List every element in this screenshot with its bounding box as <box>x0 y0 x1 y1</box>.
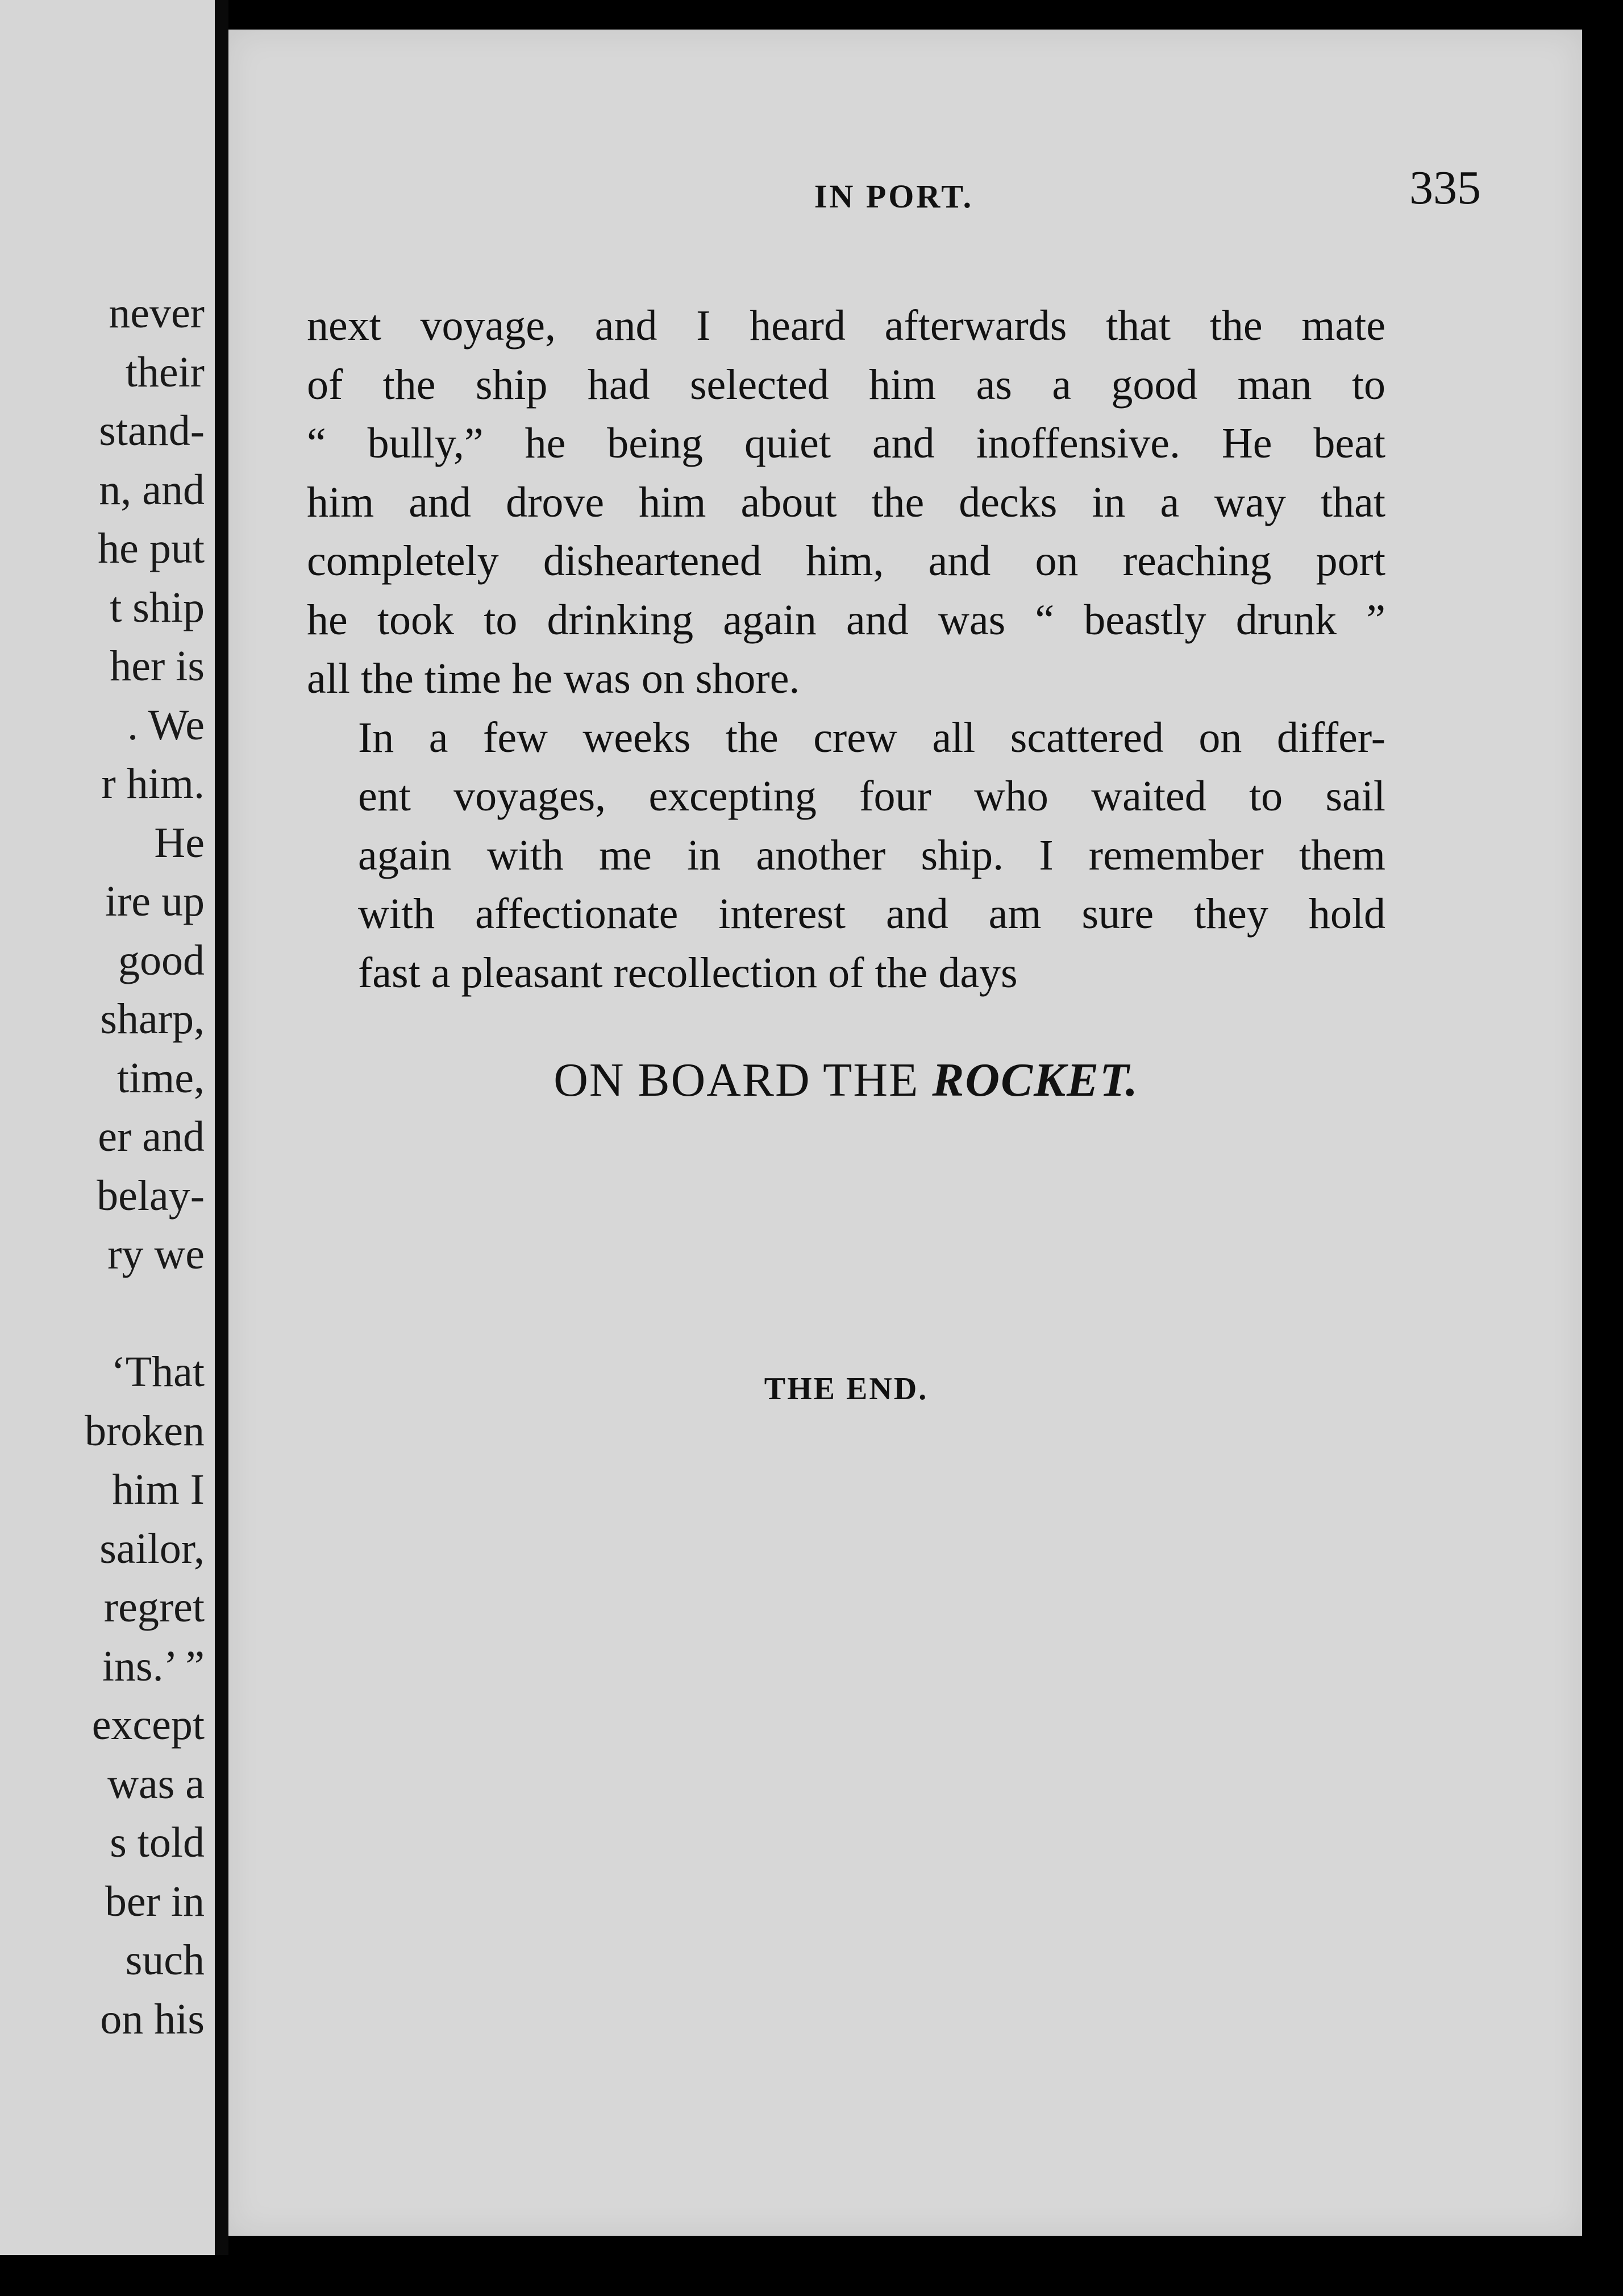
closing-heading <box>307 1053 1385 1108</box>
facing-page-line: him I <box>112 1466 205 1513</box>
text-line: ent voyages, excepting four who waited to sail <box>358 772 1385 820</box>
facing-page-line: ins.’ ” <box>102 1642 205 1690</box>
facing-page-line: regret <box>103 1583 205 1631</box>
running-title: IN PORT. <box>814 178 974 215</box>
facing-page-line: except <box>91 1701 205 1749</box>
facing-page-line: time, <box>116 1054 205 1102</box>
page-number: 335 <box>1409 161 1481 214</box>
paragraph-1 <box>307 297 1385 709</box>
facing-page-line: sailor, <box>99 1524 205 1573</box>
facing-page-line: such <box>125 1936 205 1984</box>
facing-page-line: he put <box>98 525 205 572</box>
facing-page-line: on his <box>100 1995 205 2043</box>
facing-page-line: t ship <box>110 583 205 631</box>
facing-page-line: broken <box>84 1407 205 1455</box>
facing-page-fragment <box>0 0 215 2255</box>
facing-page-line: s told <box>110 1819 205 1866</box>
text-line: him and drove him about the decks in a way that <box>307 478 1385 526</box>
facing-page-line: . We <box>127 701 205 749</box>
the-end-mark: THE END. <box>764 1371 929 1407</box>
facing-page-line: good <box>118 936 205 984</box>
facing-page-line: ‘That <box>111 1348 205 1396</box>
text-line: of the ship had selected him as a good man to <box>307 360 1385 409</box>
facing-page-line: their <box>125 348 205 396</box>
facing-page-line: He <box>154 818 205 867</box>
paragraph-2 <box>307 709 1385 1003</box>
ship-name: ROCKET. <box>932 1054 1139 1107</box>
facing-page-lines <box>85 284 205 2049</box>
text-line: “ bully,” he being quiet and inoffensive. He beat <box>307 419 1385 467</box>
text-line: In a few weeks the crew all scattered on differ- <box>358 713 1385 762</box>
facing-page-line: n, and <box>99 465 205 514</box>
text-line: all the time he was on shore. <box>307 655 800 702</box>
text-line: completely disheartened him, and on reaching port <box>307 537 1385 585</box>
body-text <box>307 297 1385 1003</box>
facing-page-line: er and <box>98 1113 205 1161</box>
text-line: fast a pleasant recollection of the days <box>358 949 1018 997</box>
running-head <box>307 155 1481 217</box>
facing-page-line: was a <box>107 1760 205 1808</box>
facing-page-line: stand- <box>99 407 205 455</box>
text-line: with affectionate interest and am sure they hold <box>358 890 1385 938</box>
facing-page-line: ry we <box>107 1230 205 1278</box>
facing-page-line: sharp, <box>100 995 205 1043</box>
facing-page-line: r him. <box>101 760 205 808</box>
text-line: next voyage, and I heard afterwards that the mate <box>307 302 1385 350</box>
gutter-shadow <box>215 0 228 2255</box>
facing-page-line: ire up <box>105 877 205 925</box>
book-page <box>228 30 1582 2236</box>
text-line: again with me in another ship. I remember them <box>358 831 1385 879</box>
heading-prefix: ON BOARD THE <box>554 1054 933 1107</box>
facing-page-line: her is <box>110 642 205 690</box>
facing-page-line: belay- <box>97 1171 205 1220</box>
facing-page-line <box>85 1284 205 1344</box>
facing-page-line: never <box>109 289 205 337</box>
facing-page-line: ber in <box>105 1877 205 1925</box>
text-line: he took to drinking again and was “ beastly drunk ” <box>307 596 1385 644</box>
